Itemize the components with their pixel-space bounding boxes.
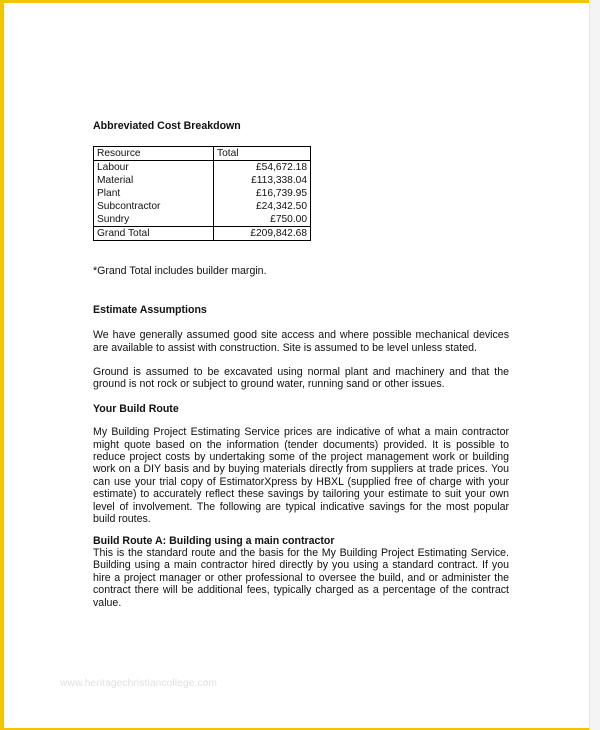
grand-total-note: *Grand Total includes builder margin. bbox=[93, 265, 267, 278]
build-route-paragraph: My Building Project Estimating Service prices are indicative of what a main contractor might quote based on the information (tender documents) provided. It is possible to reduce project costs by undertaking some of the project management work or building work on a DIY basis and by buying materials directly from suppliers at trade prices. You can use your trial copy of EstimatorXpress by HBXL (supplied free of charge with your estimate) to accurately reflect these savings by tailoring your estimate to suit your own level of involvement. The following are typical indicative savings for the most popular build routes. bbox=[93, 426, 509, 526]
total-cell: £750.00 bbox=[214, 213, 311, 227]
assumptions-paragraph-2: Ground is assumed to be excavated using normal plant and machinery and that the ground is not rock or subject to ground water, running sand or other issues. bbox=[93, 366, 509, 391]
grand-total-row bbox=[94, 227, 311, 241]
right-scroll-band bbox=[589, 0, 600, 730]
build-route-title: Your Build Route bbox=[93, 402, 179, 415]
table-row bbox=[94, 200, 311, 213]
total-cell: £16,739.95 bbox=[214, 187, 311, 200]
watermark-text: www.heritagechristiancollege.com bbox=[60, 678, 218, 689]
total-cell: £24,342.50 bbox=[214, 200, 311, 213]
resource-cell: Labour bbox=[94, 161, 214, 175]
total-header: Total bbox=[214, 147, 311, 161]
cost-breakdown-table bbox=[93, 146, 311, 241]
grand-total-label: Grand Total bbox=[94, 227, 214, 241]
table-header-row bbox=[94, 147, 311, 161]
document-page bbox=[93, 120, 509, 609]
estimate-assumptions-title: Estimate Assumptions bbox=[93, 303, 207, 316]
grand-total-value: £209,842.68 bbox=[214, 227, 311, 241]
table-row bbox=[94, 174, 311, 187]
total-cell: £54,672.18 bbox=[214, 161, 311, 175]
resource-cell: Material bbox=[94, 174, 214, 187]
table-row bbox=[94, 187, 311, 200]
cost-breakdown-title: Abbreviated Cost Breakdown bbox=[93, 120, 241, 132]
resource-cell: Sundry bbox=[94, 213, 214, 227]
route-a-paragraph: This is the standard route and the basis for the My Building Project Estimating Service. Building using a main contractor hired directly by you using a standard contract. If you hire a project manager or other professional to oversee the build, and or administer the contract there will be additional fees, typically charged as a percentage of the contract value. bbox=[93, 546, 509, 609]
resource-cell: Plant bbox=[94, 187, 214, 200]
route-a-title: Build Route A: Building using a main contractor bbox=[93, 534, 335, 547]
resource-header: Resource bbox=[94, 147, 214, 161]
resource-cell: Subcontractor bbox=[94, 200, 214, 213]
table-row bbox=[94, 213, 311, 227]
table-row bbox=[94, 161, 311, 175]
total-cell: £113,338.04 bbox=[214, 174, 311, 187]
assumptions-paragraph-1: We have generally assumed good site access and where possible mechanical devices are available to assist with construction. Site is assumed to be level unless stated. bbox=[93, 329, 509, 354]
